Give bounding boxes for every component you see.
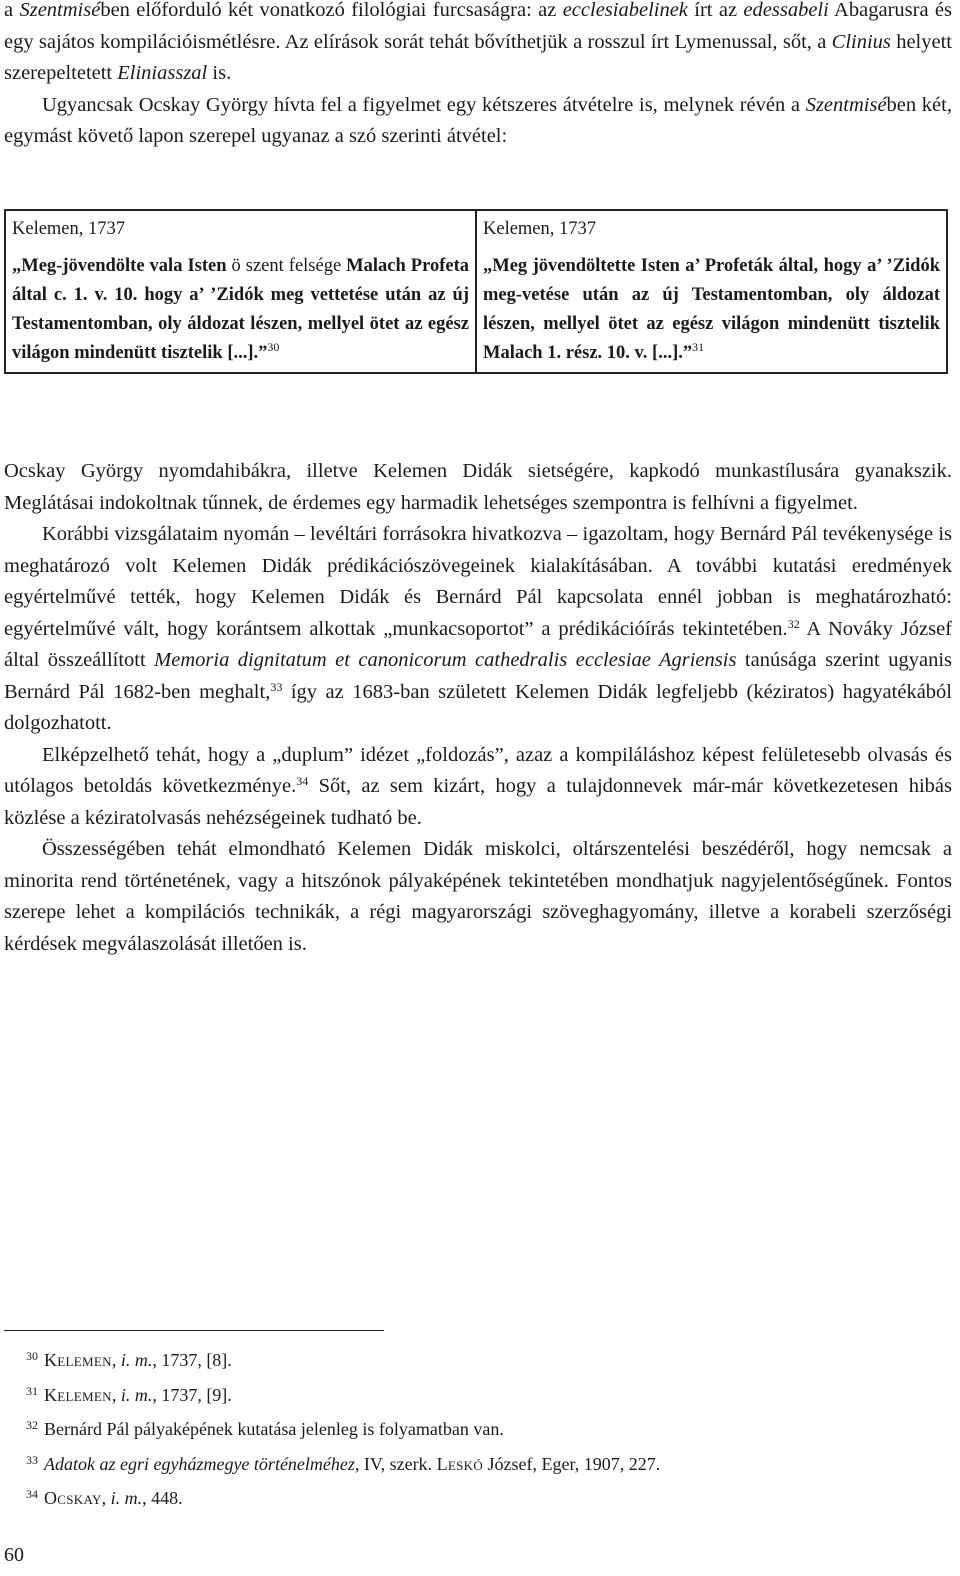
footnote-number: 32 [26, 1418, 38, 1432]
italic-abbrev: i. m. [110, 1488, 143, 1508]
comparison-table [4, 209, 948, 374]
text-run: Abagarusra és egy sajátos kompilációismétlésre. Az elírások sorát tehát bővíthetjük a rosszul írt Lymenussal, sőt, a [4, 0, 952, 53]
quote-run: „Meg-jövendölte vala Isten [12, 256, 232, 276]
text-run: A Nováky József által összeállított [4, 617, 952, 671]
text-run: , IV, szerk. [354, 1453, 437, 1474]
author-name: Leskó [436, 1453, 484, 1474]
footnote-ref: 34 [296, 774, 309, 788]
text-run: Sőt, az sem kizárt, hogy a tulajdonnevek már-már következetesen hibás közlése a kéziratolvasás nehézségeinek tudható be. [4, 775, 953, 829]
italic-title: Szentmisé [805, 93, 887, 116]
footnote-number: 31 [26, 1383, 38, 1398]
text-run: írt az [687, 0, 744, 21]
footnotes [26, 1341, 946, 1514]
paragraph-4 [4, 519, 952, 740]
text-run: , [111, 1384, 121, 1405]
quote-run-normal: ö szent felsége [231, 256, 342, 276]
footnote-divider [4, 1330, 384, 1331]
top-text-block [4, 0, 952, 153]
italic-abbrev: i. m. [120, 1350, 153, 1370]
paragraph-3: Ocskay György nyomdahibákra, illetve Kelemen Didák sietségére, kapkodó munkastílusára gyanakszik. Meglátásai indokoltnak tűnnek, de érdemes egy harmadik lehetséges szempontra is felhívni a figyelmet. [4, 460, 952, 514]
text-run: tanúsága szerint ugyanis Bernárd Pál 1682-ben meghalt, [4, 649, 953, 703]
paragraph-1 [4, 0, 952, 90]
italic-term: Eliniasszal [117, 62, 208, 84]
text-run: Ugyancsak Ocskay György hívta fel a figyelmet egy kétszeres átvételre is, melynek révén a [42, 93, 806, 116]
text-run: Korábbi vizsgálataim nyomán – levéltári forrásokra hivatkozva – igazoltam, hogy Bernárd Pál tevékenysége is meghatározó volt Kelemen Didák prédikációszövegeinek kialakításában. A további kutatási eredmények egyértelművé tették, hogy Kelemen Didák és Bernárd Pál kapcsolata ennél jobban is meghatározható: egyértelművé vált, hogy korántsem alkottak „munkacsoportot” a prédikációírás tekintetében. [4, 523, 952, 640]
footnote-number: 30 [26, 1349, 38, 1363]
italic-title: Adatok az egri egyházmegye történelméhez [44, 1453, 355, 1474]
table-row [5, 210, 947, 373]
footnote-number: 33 [26, 1452, 38, 1467]
italic-term: edessabeli [743, 0, 829, 21]
footnote-31 [26, 1376, 946, 1411]
italic-term: ecclesiabelinek [562, 0, 688, 21]
footnote-33 [26, 1445, 946, 1480]
text-run: helyett szerepeltetett [4, 30, 952, 84]
text-run: , 1737, [9]. [152, 1384, 232, 1405]
text-run: a [4, 0, 20, 21]
author-name: Kelemen [44, 1350, 112, 1370]
text-run: , [111, 1350, 121, 1370]
text-run: Bernárd Pál pályaképének kutatása jelenleg is folyamatban van. [44, 1419, 504, 1439]
body-text-block [4, 456, 952, 960]
footnote-ref: 32 [787, 616, 800, 631]
text-run: , [101, 1488, 111, 1508]
cell-heading: Kelemen, 1737 [12, 219, 126, 239]
paragraph-2 [4, 90, 952, 153]
quote-run: Malach Profeta által c. 1. v. 10. hogy a’ ’Zidók meg vettetése után az új Testamentomban, oly áldozat lészen, mellyel ötet az egész világon mindenütt tisztelik [...].” [12, 256, 469, 363]
footnote-32 [26, 1410, 946, 1445]
page-number: 60 [4, 1544, 24, 1566]
table-cell-left [5, 210, 476, 373]
italic-term: Clinius [831, 30, 891, 53]
footnote-ref: 30 [267, 340, 280, 354]
cell-heading: Kelemen, 1737 [483, 219, 597, 239]
text-run: , 448. [142, 1488, 183, 1508]
text-run: ben két, egymást követő lapon szerepel ugyanaz a szó szerinti átvétel: [4, 93, 952, 147]
text-run: is. [207, 62, 232, 84]
text-run: József, Eger, 1907, 227. [483, 1453, 661, 1474]
quote-run: „Meg jövendöltette Isten a’ Profeták által, hogy a’ ’Zidók meg-vetése után az új Testamentomban, oly áldozat lészen, mellyel ötet az egész világon mindenütt tisztelik Malach 1. rész. 10. v. [...].” [483, 256, 940, 363]
italic-abbrev: i. m. [120, 1384, 153, 1405]
footnote-number: 34 [26, 1487, 38, 1501]
paragraph-6: Összességében tehát elmondható Kelemen Didák miskolci, oltárszentelési beszédéről, hogy nemcsak a minorita rend történetének, vagy a hitszónok pályaképének tekintetében mondhatjuk nagyjelentőségűnek. Fontos szerepe lehet a kompilációs technikák, a régi magyarországi szöveghagyomány, illetve a korabeli szerzőségi kérdések megválaszolását illetően is. [4, 838, 952, 955]
italic-title: Szentmisé [19, 0, 101, 21]
footnote-34 [26, 1479, 946, 1514]
table-cell-right [476, 210, 947, 373]
text-run: Elképzelhető tehát, hogy a „duplum” idézet „foldozás”, azaz a kompiláláshoz képest felületesebb olvasás és utólagos betoldás következménye. [4, 743, 952, 797]
text-run: ben előforduló két vonatkozó filológiai furcsaságra: az [100, 0, 563, 21]
author-name: Kelemen [44, 1384, 112, 1405]
cell-quote [483, 252, 940, 368]
text-run: így az 1683-ban született Kelemen Didák legfeljebb (kéziratos) hagyatékából dolgozhatott. [4, 680, 952, 734]
text-run: , 1737, [8]. [152, 1350, 232, 1370]
italic-title: Memoria dignitatum et canonicorum cathedralis ecclesiae Agriensis [154, 649, 737, 671]
footnote-30 [26, 1341, 946, 1376]
paragraph-5 [4, 740, 952, 835]
cell-quote [12, 252, 469, 368]
footnote-ref: 31 [692, 340, 705, 354]
author-name: Ocskay [44, 1488, 102, 1508]
footnote-ref: 33 [270, 679, 283, 694]
